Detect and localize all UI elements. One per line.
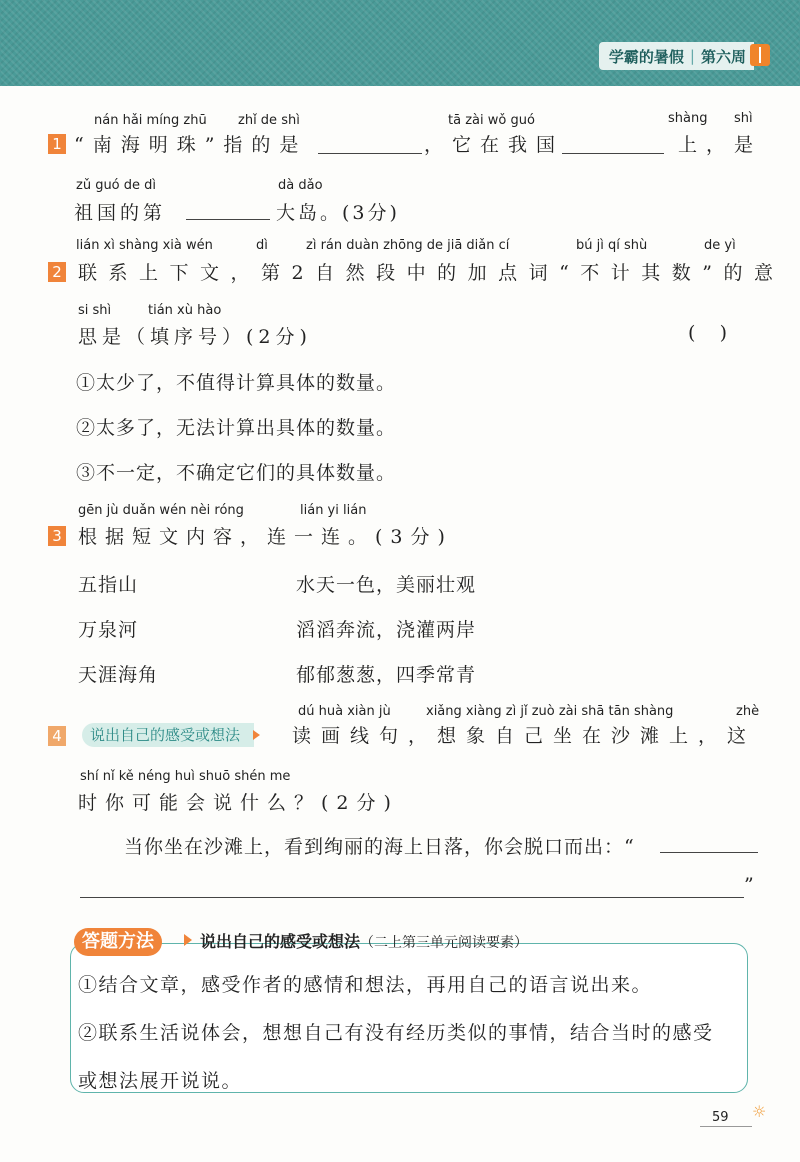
answer-box[interactable]: ( ) [688,322,727,344]
match-right-item[interactable]: 郁郁葱葱，四季常青 [296,664,477,686]
header-badge [599,42,754,70]
answer-line[interactable] [80,897,744,898]
pinyin: tián xù hào [148,303,222,318]
match-right-item[interactable]: 滔滔奔流，浇灌两岸 [296,619,477,641]
close-quote: ” [744,874,755,896]
pinyin: zhè [736,704,760,719]
pinyin: lián yi lián [300,503,367,518]
question-number: 4 [48,726,66,746]
pinyin: dú huà xiàn jù [298,704,391,719]
pinyin: gēn jù duǎn wén nèi róng [78,503,244,518]
pinyin: lián xì shàng xià wén [76,238,213,253]
answer-blank[interactable] [318,153,422,154]
tips-title: 答题方法 [74,928,162,956]
tips-subtitle-text: 说出自己的感受或想法 [200,932,361,951]
pinyin: xiǎng xiàng zì jǐ zuò zài shā tān shàng [426,704,674,719]
page-number: 59 [712,1110,729,1125]
q1-text-d: 祖国的第 [74,202,167,224]
answer-blank[interactable] [562,153,664,154]
q1-text-a: “南海明珠”指的是 [74,134,308,156]
question-number: 1 [48,134,66,154]
option-3: ③不一定，不确定它们的具体数量。 [76,462,397,484]
pinyin: tā zài wǒ guó [448,113,535,128]
arrow-icon [184,934,192,946]
pinyin: shàng [668,111,708,126]
match-left-item[interactable]: 五指山 [78,574,139,596]
q4-prompt: 当你坐在沙滩上，看到绚丽的海上日落，你会脱口而出：“ [124,836,635,858]
book-icon [750,44,770,66]
q4-text-2: 时你可能会说什么？(2分) [78,792,399,814]
q2-text-2: 思是（填序号）(2分) [78,326,312,348]
tip-item-2: ②联系生活说体会，想想自己有没有经历类似的事情，结合当时的感受 [78,1022,714,1044]
question-number: 3 [48,526,66,546]
q2-text: 联系上下文，第2自然段中的加点词“不计其数”的意 [78,262,785,284]
page-number-rule [700,1126,752,1127]
answer-blank[interactable] [186,219,270,220]
answer-blank[interactable] [660,852,758,853]
q3-text: 根据短文内容，连一连。(3分) [78,526,453,548]
pinyin: dà dǎo [278,178,323,193]
option-1: ①太少了，不值得计算具体的数量。 [76,372,397,394]
tips-subtitle [200,928,528,957]
separator: | [689,47,695,65]
series-title: 学霸的暑假 [608,47,684,66]
q1-text-b: ，它在我国 [424,134,565,156]
pinyin: si shì [78,303,112,318]
tip-item-2-cont: 或想法展开说说。 [78,1070,243,1092]
week-label: 第六周 [700,47,746,66]
sun-icon: ☼ [752,1102,767,1121]
pinyin: dì [256,238,268,253]
pinyin: de yì [704,238,736,253]
pinyin: nán hǎi míng zhū [94,113,207,128]
tips-source: （二上第三单元阅读要素） [360,935,529,951]
pinyin: zhǐ de shì [238,113,300,128]
tip-item-1: ①结合文章，感受作者的感情和想法，再用自己的语言说出来。 [78,974,653,996]
skill-tag: 说出自己的感受或想法 [82,723,254,747]
match-left-item[interactable]: 天涯海角 [78,664,159,686]
pinyin: shì [734,111,753,126]
q1-text-c: 上，是 [678,134,763,156]
q4-text: 读画线句，想象自己坐在沙滩上，这 [292,725,757,747]
match-right-item[interactable]: 水天一色，美丽壮观 [296,574,477,596]
pinyin: bú jì qí shù [576,238,648,253]
pinyin: shí nǐ kě néng huì shuō shén me [80,769,291,784]
q1-text-e: 大岛。(3分) [276,202,400,224]
pinyin: zǔ guó de dì [76,178,157,193]
match-left-item[interactable]: 万泉河 [78,619,139,641]
pinyin: zì rán duàn zhōng de jiā diǎn cí [306,238,510,253]
question-number: 2 [48,262,66,282]
option-2: ②太多了，无法计算出具体的数量。 [76,417,397,439]
